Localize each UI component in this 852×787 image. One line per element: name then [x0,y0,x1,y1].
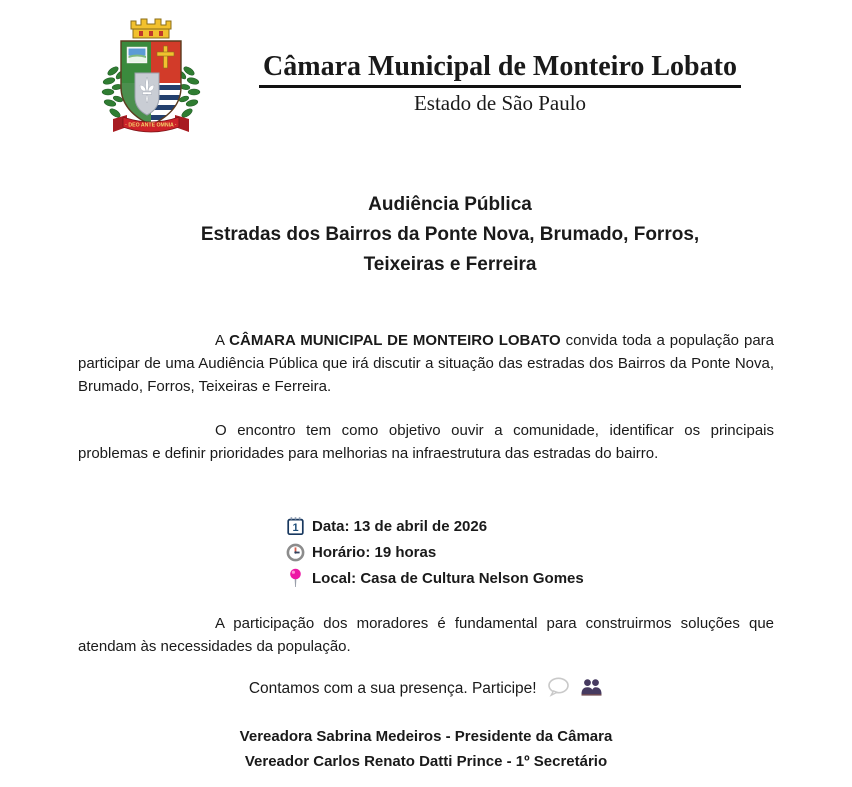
headline-line-1: Audiência Pública [368,194,532,215]
event-date-label: Data: 13 de abril de 2026 [312,517,488,535]
paragraph-invitation-org-name: CÂMARA MUNICIPAL DE MONTEIRO LOBATO [229,332,561,349]
document-header [212,50,788,117]
signature-secretary: Vereador Carlos Renato Datti Prince - 1º Secretário [244,753,608,770]
municipal-coat-of-arms [99,15,203,141]
pin-icon [285,568,305,588]
clock-icon [285,542,305,562]
event-location-row [285,565,584,591]
signature-block [0,724,852,774]
paragraph-participation: A participação dos moradores é fundamental para construirmos soluções que atendam às necessidades da população. [78,615,774,655]
announcement-headline [78,190,774,280]
closing-line [0,677,852,705]
svg-text:1: 1 [291,522,299,534]
closing-text: Contamos com a sua presença. Participe! [248,680,537,697]
event-date-row [285,513,584,539]
paragraph-invitation-prefix: A [215,332,230,349]
headline-line-3: Teixeiras e Ferreira [363,254,537,275]
crown-icon [131,19,171,38]
event-location-label: Local: Casa de Cultura Nelson Gomes [312,569,584,587]
event-time-row [285,539,584,565]
people-icon [580,678,603,705]
page-title: Câmara Municipal de Monteiro Lobato [259,50,741,88]
calendar-icon [285,516,305,536]
paragraph-invitation [78,329,774,398]
paragraph-objective: O encontro tem como objetivo ouvir a comunidade, identificar os principais problemas e definir prioridades para melhorias na infraestrutura das estradas do bairro. [78,422,774,462]
paragraph-invitation-suffix: convida toda a população para participar de uma Audiência Pública que irá discutir a situação das estradas dos Bairros da Ponte Nova, Brumado, Forros, Teixeiras e Ferreira. [78,332,775,395]
speech-bubble-icon [547,677,570,705]
shield [121,41,181,125]
signature-president: Vereadora Sabrina Medeiros - Presidente da Câmara [239,728,613,745]
inescutcheon [135,73,159,115]
event-time-label: Horário: 19 horas [312,543,437,561]
page-subtitle: Estado de São Paulo [413,91,587,115]
crest-motto: · DEO ANTE OMNIA · [125,122,177,129]
headline-line-2: Estradas dos Bairros da Ponte Nova, Brumado, Forros, [200,224,700,245]
event-details [285,513,584,591]
